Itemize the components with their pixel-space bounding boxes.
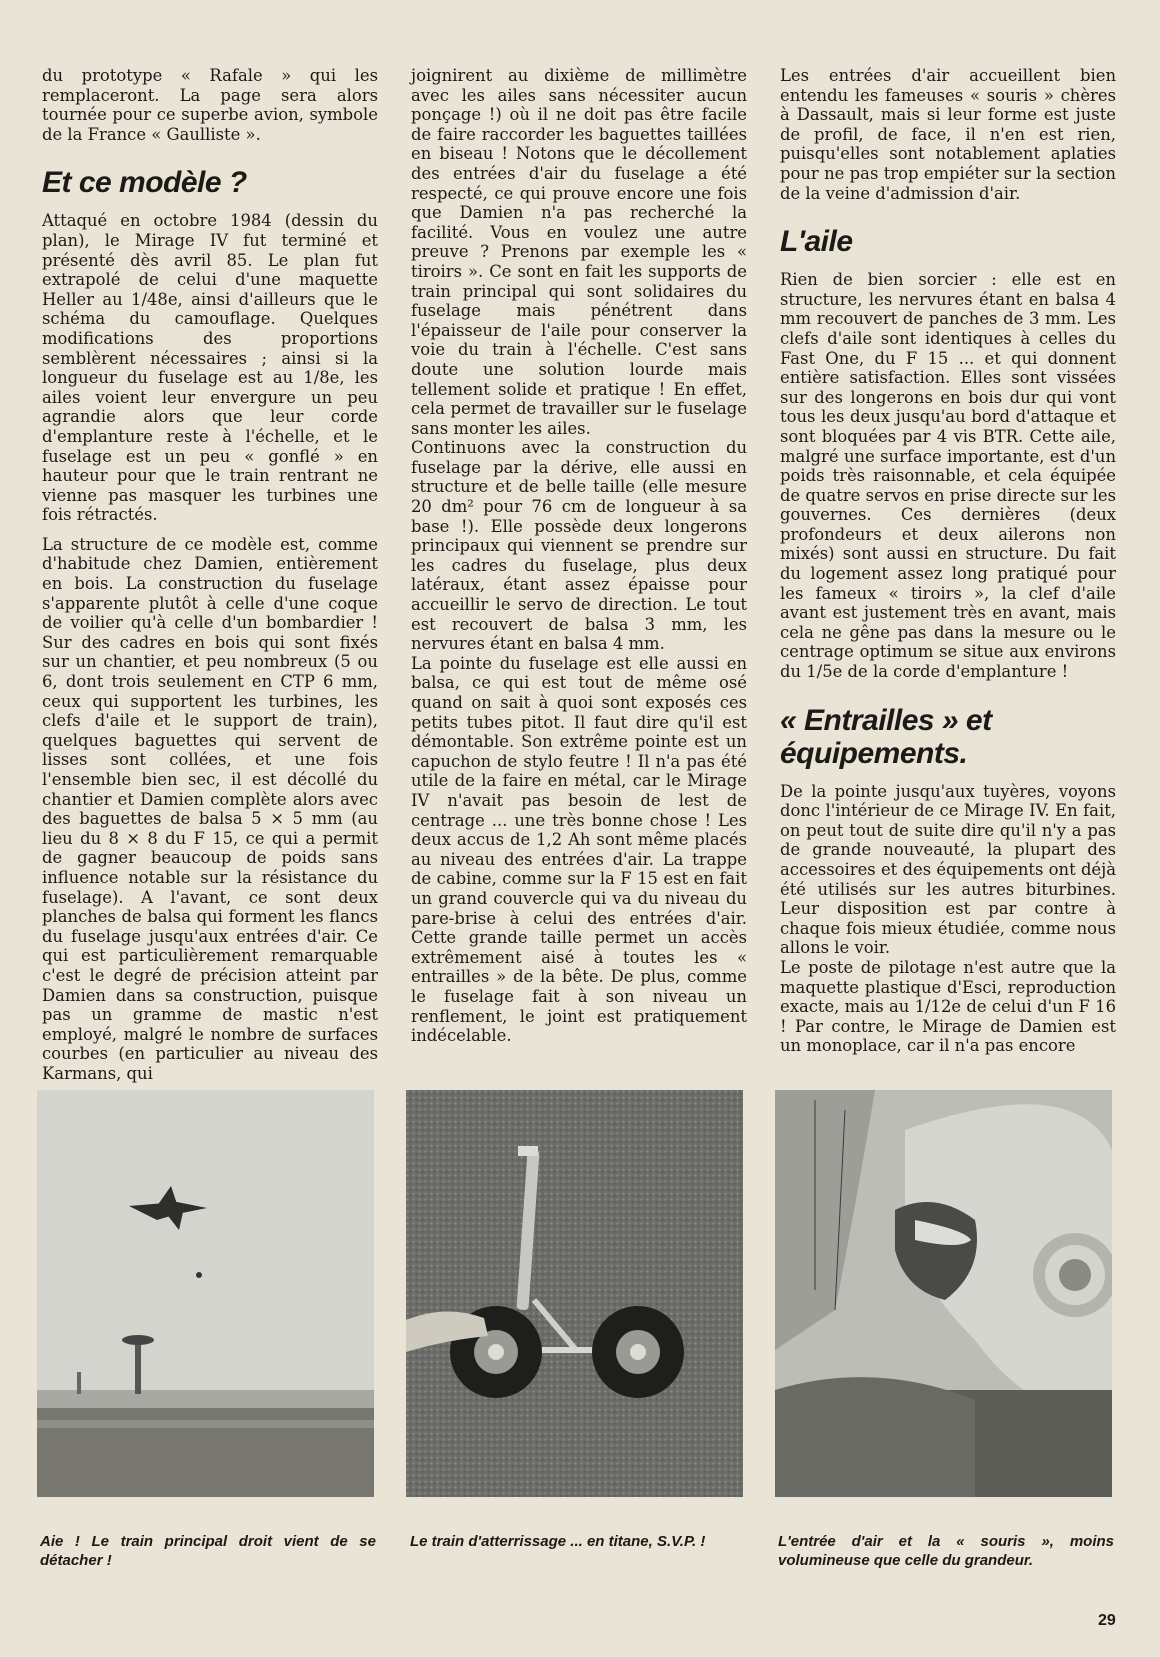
photo-caption: Le train d'atterrissage ... en titane, S.V.P. ! (410, 1533, 706, 1550)
photo-caption: Aie ! Le train principal droit vient de se détacher ! (40, 1533, 376, 1569)
text-column-1 (42, 66, 378, 1084)
section-heading-aile: L'aile (780, 225, 853, 259)
photo-landing-gear (406, 1090, 743, 1497)
photo-air-intake (775, 1090, 1112, 1497)
paragraph: joignirent au dixième de millimètre avec les ailes sans nécessiter aucun ponçage !) où il ne doit pas être facile de faire raccorder les baguettes taillées en biseau ! Notons que le décollement des entrées d'air du fuselage a été respecté, ce qui prouve encore une fois que Damien n'a pas recherché la facilité. Vous en voulez une autre preuve ? Prenons par exemple les « tiroirs ». Ce sont en fait les supports de train principal qui sont solidaires du fuselage mais pénétrent dans l'épaisseur de l'aile pour conserver la voie du train à l'échelle. C'est sans doute une solution lourde mais tellement solide et pratique ! En effet, cela permet de travailler sur le fuselage sans monter les ailes. (411, 66, 747, 438)
page-number: 29 (1098, 1612, 1116, 1629)
paragraph: Continuons avec la construction du fuselage par la dérive, elle aussi en structure et de belle taille (elle mesure 20 dm² pour 76 cm de longueur à sa base !). Elle possède deux longerons principaux qui viennent se prendre sur les cadres du fuselage, plus deux latéraux, étant assez épaisse pour accueillir le servo de direction. Le tout est recouvert de balsa 3 mm, les nervures étant en balsa 4 mm. (411, 438, 747, 654)
section-heading-modele: Et ce modèle ? (42, 166, 247, 200)
paragraph: du prototype « Rafale » qui les remplaceront. La page sera alors tournée pour ce superbe avion, symbole de la France « Gaulliste ». (42, 66, 378, 144)
paragraph: De la pointe jusqu'aux tuyères, voyons donc l'intérieur de ce Mirage IV. En fait, on peut tout de suite dire qu'il n'y a pas de grande nouveauté, la plupart des accessoires et des équipements ont déjà été utilisés sur les autres biturbines. Leur disposition est par contre à chaque fois mieux étudiée, comme nous allons le voir. (780, 781, 1116, 958)
section-heading-entrailles: « Entrailles » et équipements. (780, 703, 992, 770)
paragraph: Rien de bien sorcier : elle est en structure, les nervures étant en balsa 4 mm recouvert de panches de 3 mm. Les clefs d'aile sont identiques à celles du Fast One, du F 15 ... et qui donnent entière satisfaction. Elles sont vissées sur des longerons en bois dur qui vont tous les deux jusqu'au bord d'attaque et sont bloquées par 4 vis BTR. Cette aile, malgré une surface importante, est d'un poids très raisonnable, et cela équipée de quatre servos en prise directe sur les gouvernes. Ces dernières (deux profondeurs et deux ailerons non mixés) sont aussi en structure. Du fait du logement assez long pratiqué pour les fameux « tiroirs », la clef d'aile avant est justement très en avant, mais cela ne gêne pas dans la mesure ou le centrage optimum se situe aux environs du 1/5e de la corde d'emplanture ! (780, 270, 1116, 682)
text-column-3 (780, 66, 1116, 1056)
paragraph: Attaqué en octobre 1984 (dessin du plan), le Mirage IV fut terminé et présenté dès avril 85. Le plan fut extrapolé de celui d'une maquette Heller au 1/48e, ainsi d'ailleurs que le schéma du camouflage. Quelques modifications des proportions semblèrent nécessaires ; ainsi si la longueur du fuselage est au 1/8e, les ailes voient leur envergure un peu agrandie alors que leur corde d'emplanture reste à l'échelle, et le fuselage est un peu « gonflé » en hauteur pour que le train rentrant ne vienne pas masquer les turbines une fois rétractés. (42, 211, 378, 525)
paragraph: Les entrées d'air accueillent bien entendu les fameuses « souris » chères à Dassault, mais si leur forme est juste de profil, de face, il n'en est rien, puisqu'elles sont notablement aplaties pour ne pas trop empiéter sur la section de la veine d'admission d'air. (780, 66, 1116, 203)
photo-aircraft-in-flight (37, 1090, 374, 1497)
paragraph: La structure de ce modèle est, comme d'habitude chez Damien, entièrement en bois. La construction du fuselage s'apparente plutôt à celle d'une coque de voilier qu'à celle d'un bombardier ! Sur des cadres en bois qui sont fixés sur un chantier, et peu nombreux (5 ou 6, dont trois seulement en CTP 6 mm, ceux qui supportent les turbines, les clefs d'aile et le support de train), quelques baguettes qui servent de lisses sont collées, et une fois l'ensemble bien sec, il est décollé du chantier et Damien complète alors avec des baguettes de balsa 5 × 5 mm (au lieu du 8 × 8 du F 15, ce qui a permit de gagner beaucoup de poids sans influence notable sur la résistance du fuselage). A l'avant, ce sont deux planches de balsa qui forment les flancs du fuselage jusqu'aux entrées d'air. Ce qui est particulièrement remarquable c'est le degré de précision atteint par Damien dans sa construction, puisque pas un gramme de mastic n'est employé, malgré le nombre de surfaces courbes (en particulier au niveau des Karmans, qui (42, 534, 378, 1083)
photo-caption: L'entrée d'air et la « souris », moins volumineuse que celle du grandeur. (778, 1533, 1114, 1569)
text-column-2 (411, 66, 747, 1046)
paragraph: La pointe du fuselage est elle aussi en balsa, ce qui est tout de même osé quand on sait à quoi sont exposés ces petits tubes pitot. Il faut dire qu'il est démontable. Son extrême pointe est un capuchon de stylo feutre ! Il n'a pas été utile de la faire en métal, car le Mirage IV n'avait pas besoin de lest de centrage ... une très bonne chose ! Les deux accus de 1,2 Ah sont même placés au niveau des entrées d'air. La trappe de cabine, comme sur la F 15 est en fait un grand couvercle qui va du niveau du pare-brise à celui des entrées d'air. Cette grande taille permet un accès extrêmement aisé à toutes les « entrailles » de la bête. De plus, comme le fuselage fait à son niveau un renflement, le joint est pratiquement indécelable. (411, 653, 747, 1046)
paragraph: Le poste de pilotage n'est autre que la maquette plastique d'Esci, reproduction exacte, mais au 1/12e de celui d'un F 16 ! Par contre, le Mirage de Damien est un monoplace, car il n'a pas encore (780, 957, 1116, 1056)
